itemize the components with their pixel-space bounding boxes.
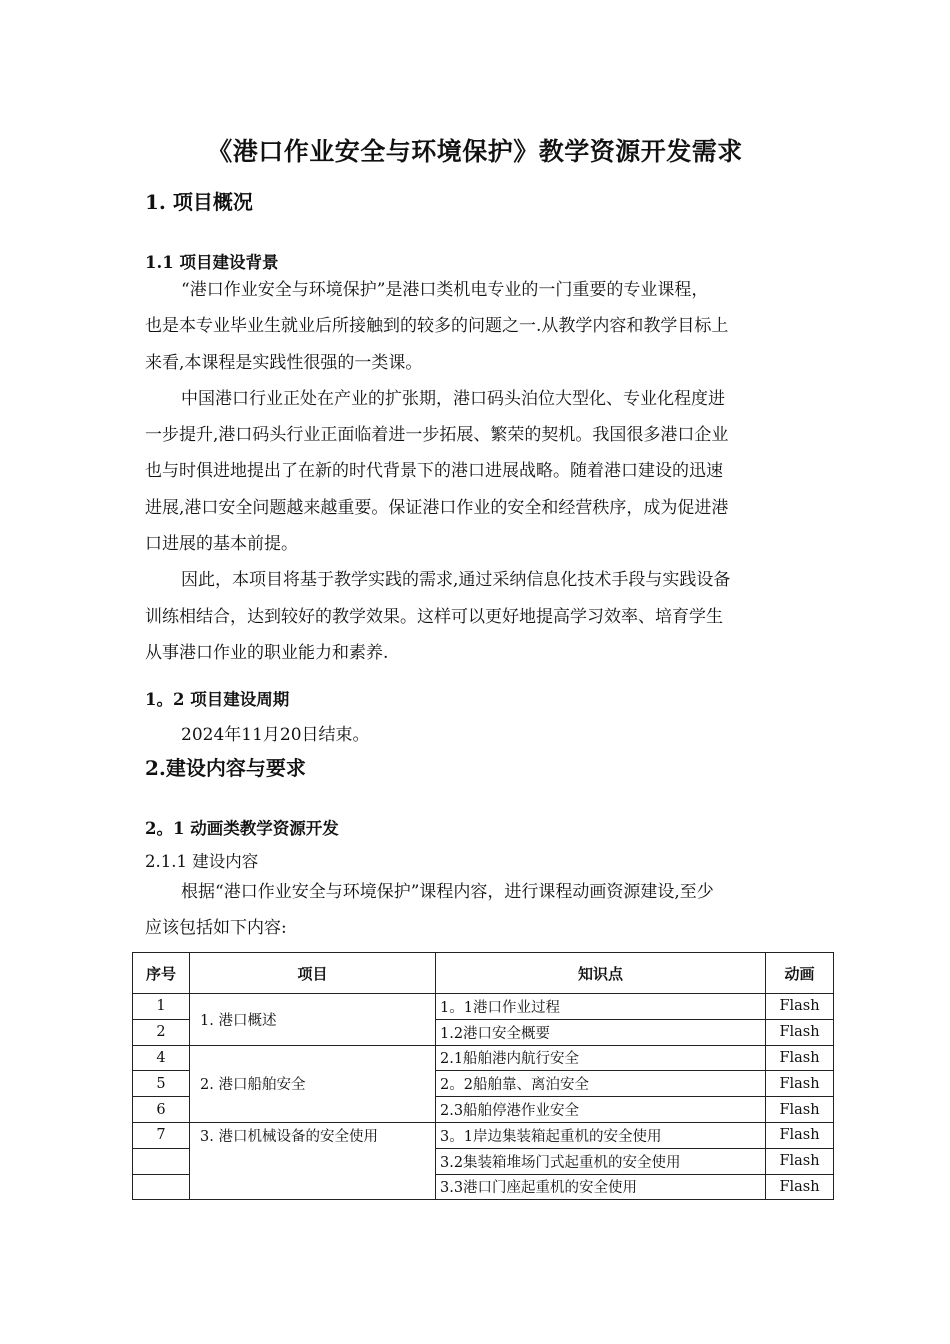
- paragraph-line: “港口作业安全与环境保护”是港口类机电专业的一门重要的专业课程，: [181, 280, 709, 300]
- cell-animation: Flash: [766, 1097, 834, 1123]
- column-header-point: 知识点: [436, 953, 766, 994]
- document-title: 《港口作业安全与环境保护》教学资源开发需求: [207, 137, 743, 166]
- cell-animation: Flash: [766, 994, 834, 1020]
- section-2-1-1-heading: 2.1.1 建设内容: [145, 852, 259, 871]
- cell-no: 2: [133, 1019, 190, 1045]
- paragraph-line: 因此，本项目将基于教学实践的需求,通过采纳信息化技术手段与实践设备: [181, 570, 731, 591]
- table-header-row: [133, 953, 834, 994]
- column-header-item: 项目: [190, 953, 436, 994]
- knowledge-table: [132, 952, 834, 1200]
- cell-no: 7: [133, 1122, 190, 1148]
- paragraph-line: 也与时俱进地提出了在新的时代背景下的港口进展战略。随着港口建设的迅速: [145, 461, 723, 482]
- section-1-heading: 1. 项目概况: [145, 190, 253, 214]
- cell-item: 2. 港口船舶安全: [190, 1045, 436, 1122]
- cell-no: 4: [133, 1045, 190, 1071]
- paragraph-line: 一步提升,港口码头行业正面临着进一步拓展、繁荣的契机。我国很多港口企业: [145, 425, 729, 446]
- cell-no: 1: [133, 994, 190, 1020]
- section-1-1-body: [145, 272, 825, 671]
- table-row: [133, 994, 834, 1020]
- paragraph-line: 从事港口作业的职业能力和素养.: [145, 642, 389, 663]
- table-row: [133, 1045, 834, 1071]
- paragraph-line: 也是本专业毕业生就业后所接触到的较多的问题之一.从教学内容和教学目标上: [145, 316, 729, 337]
- cell-point: 2。2船舶靠、离泊安全: [436, 1071, 766, 1097]
- section-2-heading: 2.建设内容与要求: [145, 756, 306, 780]
- cell-point: 2.1船舶港内航行安全: [436, 1045, 766, 1071]
- section-2-1-heading: 2。1 动画类教学资源开发: [145, 819, 339, 838]
- paragraph-line: 口进展的基本前提。: [145, 534, 298, 555]
- paragraph-line: 来看,本课程是实践性很强的一类课。: [145, 352, 423, 373]
- cell-animation: Flash: [766, 1122, 834, 1148]
- table-row: [133, 1122, 834, 1148]
- cell-animation: Flash: [766, 1071, 834, 1097]
- cell-no: [133, 1148, 190, 1174]
- cell-animation: Flash: [766, 1148, 834, 1174]
- cell-point: 3.3港口门座起重机的安全使用: [436, 1174, 766, 1200]
- cell-point: 1。1港口作业过程: [436, 994, 766, 1020]
- paragraph-line: 进展,港口安全问题越来越重要。保证港口作业的安全和经营秩序，成为促进港: [145, 497, 729, 518]
- cell-point: 3.2集装箱堆场门式起重机的安全使用: [436, 1148, 766, 1174]
- cell-point: 2.3船舶停港作业安全: [436, 1097, 766, 1123]
- cell-animation: Flash: [766, 1019, 834, 1045]
- paragraph-line: 应该包括如下内容:: [145, 918, 287, 939]
- cell-item: 3. 港口机械设备的安全使用: [190, 1122, 436, 1199]
- cell-no: 6: [133, 1097, 190, 1123]
- paragraph-line: 训练相结合，达到较好的教学效果。这样可以更好地提高学习效率、培育学生: [145, 606, 723, 627]
- column-header-no: 序号: [133, 953, 190, 994]
- column-header-animation: 动画: [766, 953, 834, 994]
- cell-point: 1.2港口安全概要: [436, 1019, 766, 1045]
- section-1-2-heading: 1。2 项目建设周期: [145, 690, 290, 709]
- cell-no: [133, 1174, 190, 1200]
- section-1-1-heading: 1.1 项目建设背景: [145, 253, 279, 272]
- section-1-2-text: 2024年11月20日结束。: [181, 725, 370, 745]
- paragraph-line: 中国港口行业正处在产业的扩张期，港口码头泊位大型化、专业化程度进: [181, 388, 725, 409]
- paragraph-line: 根据“港口作业安全与环境保护”课程内容，进行课程动画资源建设,至少: [181, 882, 714, 902]
- cell-animation: Flash: [766, 1045, 834, 1071]
- cell-item: 1. 港口概述: [190, 994, 436, 1046]
- cell-animation: Flash: [766, 1174, 834, 1200]
- section-2-1-1-body: [145, 874, 825, 947]
- cell-point: 3。1岸边集装箱起重机的安全使用: [436, 1122, 766, 1148]
- cell-no: 5: [133, 1071, 190, 1097]
